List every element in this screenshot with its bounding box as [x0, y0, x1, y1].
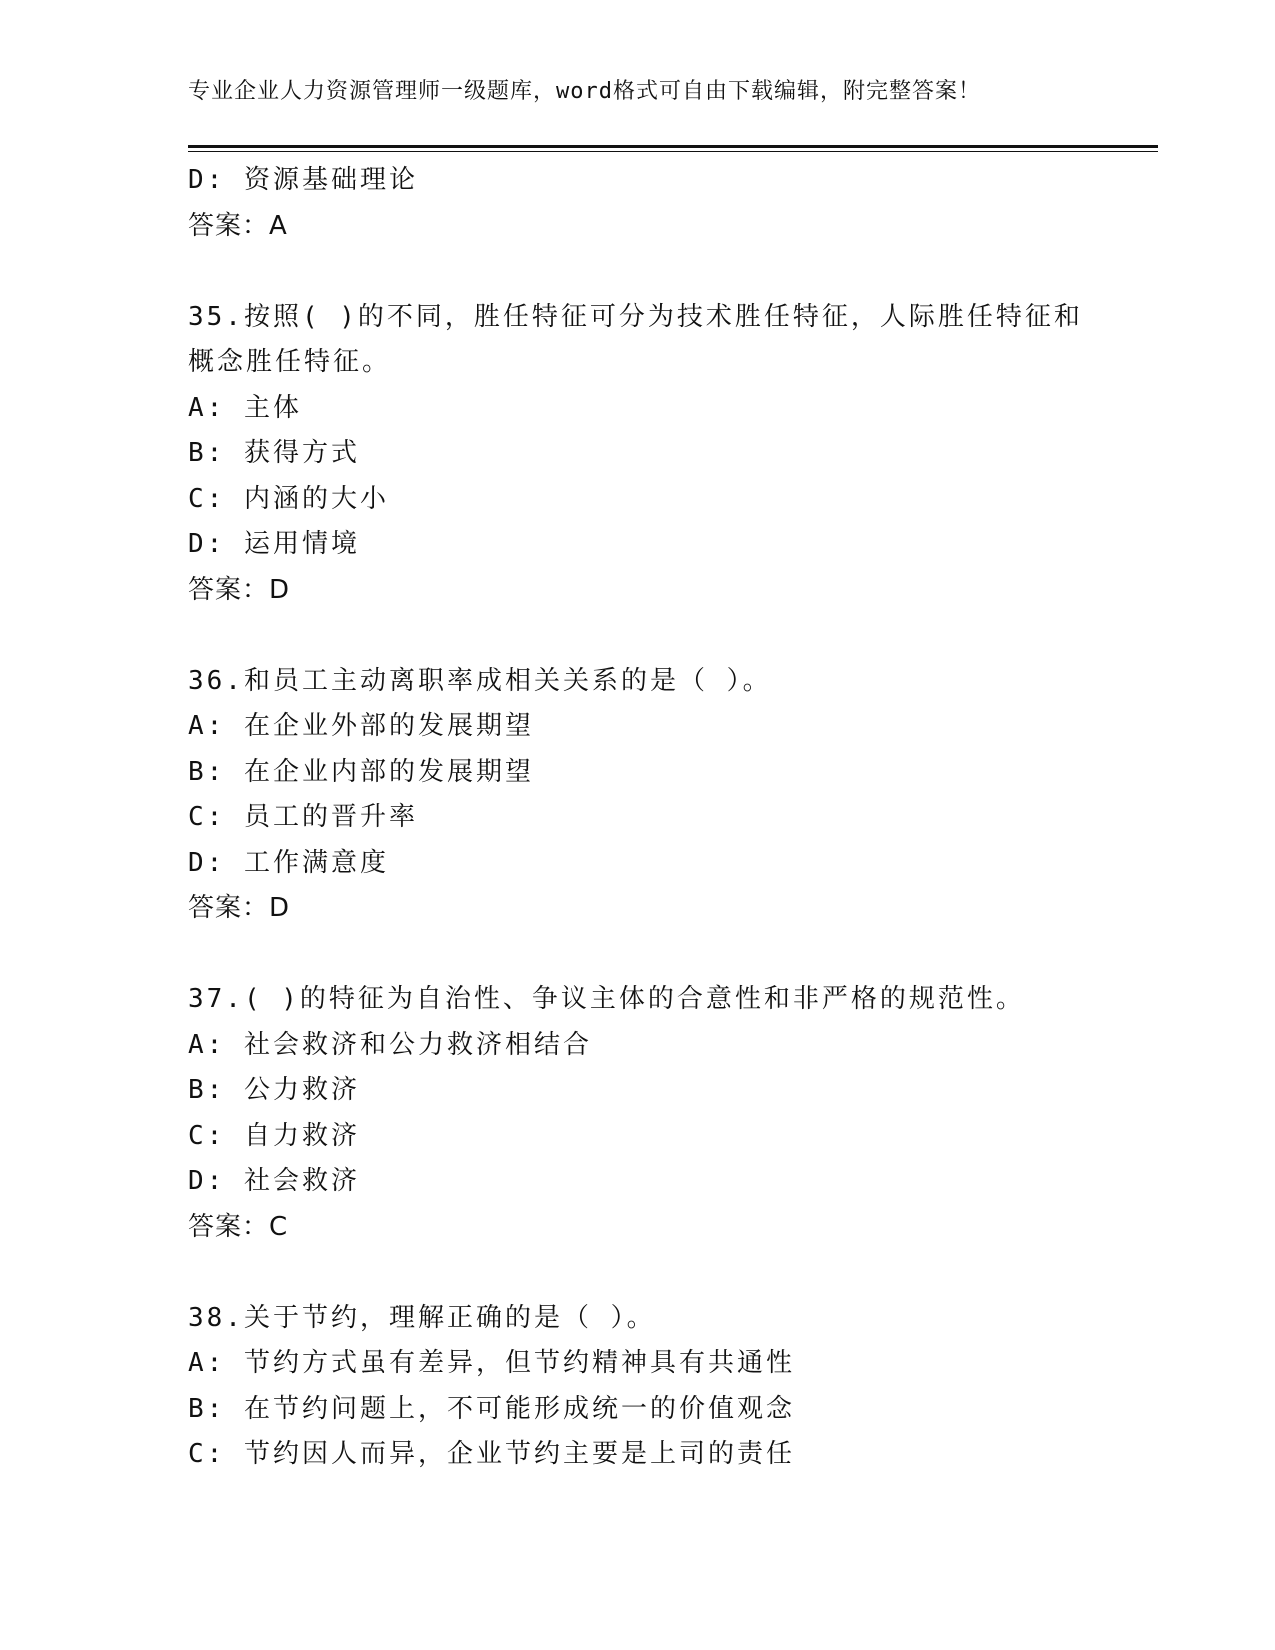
question-36-option-b: B: 在企业内部的发展期望 [188, 756, 534, 787]
question-37-option-b: B: 公力救济 [188, 1075, 360, 1105]
question-36-stem: 36.和员工主动离职率成相关关系的是（ ）。 [188, 665, 772, 696]
question-37-option-d: D: 社会救济 [188, 1166, 360, 1196]
question-35-answer: 答案：D [188, 574, 291, 605]
header-rule-thin [188, 151, 1158, 152]
page-header: 专业企业人力资源管理师一级题库，word格式可自由下载编辑，附完整答案！ [188, 79, 981, 104]
question-37-answer: 答案：C [188, 1211, 289, 1242]
question-37-option-a: A: 社会救济和公力救济相结合 [188, 1029, 592, 1060]
question-38-option-b: B: 在节约问题上，不可能形成统一的价值观念 [188, 1393, 795, 1424]
question-36-answer: 答案：D [188, 893, 291, 923]
question-36-option-a: A: 在企业外部的发展期望 [188, 711, 534, 741]
question-37-option-c: C: 自力救济 [188, 1120, 360, 1151]
question-38-stem: 38.关于节约，理解正确的是（ ）。 [188, 1302, 656, 1333]
question-36-option-c: C: 员工的晋升率 [188, 802, 418, 832]
header-rule-thick [188, 145, 1158, 148]
question-35-option-b: B: 获得方式 [188, 438, 360, 468]
question-35-option-c: C: 内涵的大小 [188, 483, 389, 514]
question-35-stem: 35.按照( )的不同，胜任特征可分为技术胜任特征，人际胜任特征和 [188, 301, 1083, 332]
question-35-option-a: A: 主体 [188, 392, 302, 423]
prev-option-d: D: 资源基础理论 [188, 165, 418, 195]
question-38-option-a: A: 节约方式虽有差异，但节约精神具有共通性 [188, 1348, 795, 1378]
question-38-option-c: C: 节约因人而异，企业节约主要是上司的责任 [188, 1439, 795, 1469]
question-content [188, 158, 1088, 1478]
question-37-stem: 37.( )的特征为自治性、争议主体的合意性和非严格的规范性。 [188, 984, 1025, 1014]
prev-answer: 答案：A [188, 210, 288, 241]
question-35-option-d: D: 运用情境 [188, 529, 360, 559]
question-35-stem-cont: 概念胜任特征。 [188, 347, 392, 377]
question-36-option-d: D: 工作满意度 [188, 847, 389, 878]
